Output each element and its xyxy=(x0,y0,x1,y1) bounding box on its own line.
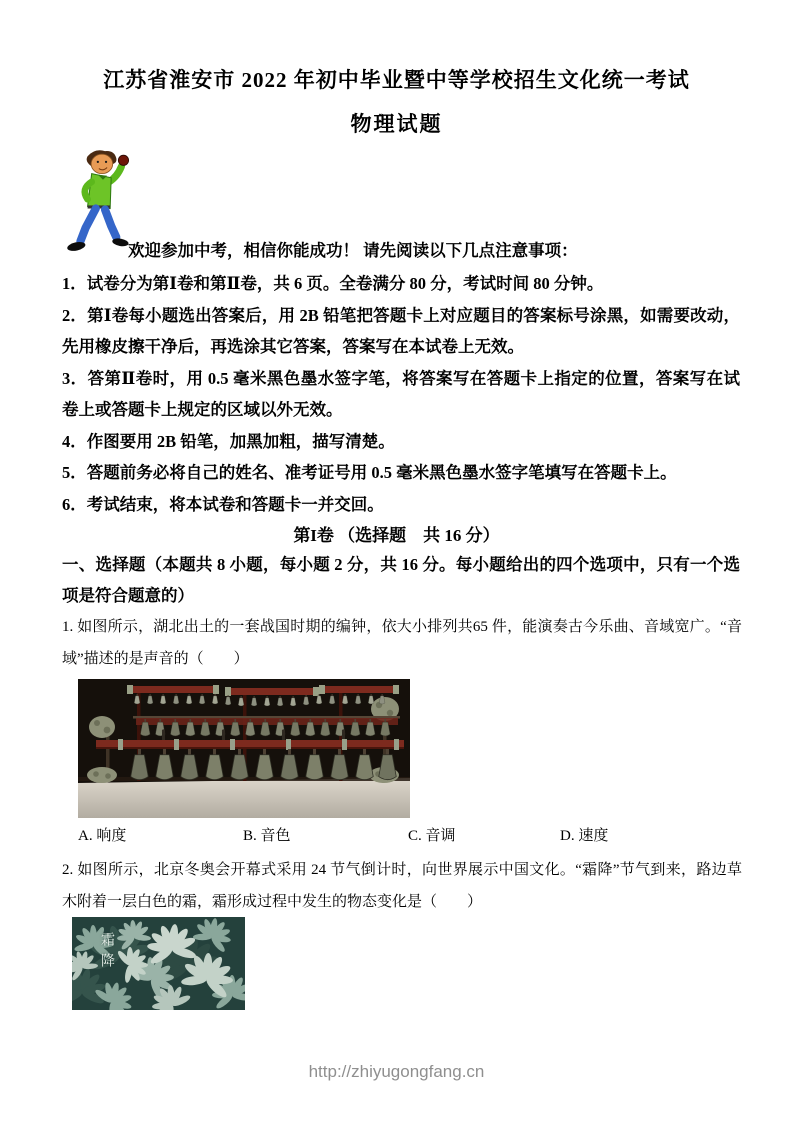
question-1-figure-chime-bells xyxy=(78,679,410,818)
notice-item: 5．答题前务必将自己的姓名、准考证号用 0.5 毫米黑色墨水签字笔填写在答题卡上。 xyxy=(62,463,677,482)
section-title: 第I卷 （选择题 共 16 分） xyxy=(293,526,500,545)
page-title: 江苏省淮安市 2022 年初中毕业暨中等学校招生文化统一考试 xyxy=(103,68,690,92)
notice-item: 2．第Ⅰ卷每小题选出答案后，用 2B 铅笔把答题卡上对应题目的答案标号涂黑，如需要改动，先用橡皮擦干净后，再选涂其它答案，答案写在本试卷上无效。 xyxy=(62,305,740,356)
option-a: A. 响度 xyxy=(78,828,127,844)
welcome-line: 欢迎参加中考，相信你能成功！ 请先阅读以下几点注意事项： xyxy=(128,241,578,260)
notice-item: 4．作图要用 2B 铅笔，加黑加粗，描写清楚。 xyxy=(62,431,395,451)
option-b: B. 音色 xyxy=(243,828,291,844)
notice-item: 6．考试结束，将本试卷和答题卡一并交回。 xyxy=(62,494,384,514)
notice-item: 1．试卷分为第Ⅰ卷和第Ⅱ卷，共 6 页。全卷满分 80 分，考试时间 80 分钟。 xyxy=(62,274,604,293)
option-c: C. 音调 xyxy=(408,828,456,844)
question-2-figure-frost xyxy=(72,917,245,1010)
question-2-text: 2. 如图所示，北京冬奥会开幕式采用 24 节气倒计时，向世界展示中国文化。“霜降”节气到来，路边草木附着一层白色的霜，霜形成过程中发生的物态变化是（ ） xyxy=(62,862,742,910)
page-subtitle: 物理试题 xyxy=(350,112,443,136)
question-1-options xyxy=(78,824,740,845)
option-d: D. 速度 xyxy=(560,828,609,844)
watermark-url: http://zhiyugongfang.cn xyxy=(308,1062,485,1081)
exam-notices xyxy=(62,268,740,520)
section-heading: 一、选择题（本题共 8 小题，每小题 2 分，共 16 分。每小题给出的四个选项中，只有一个选项是符合题意的） xyxy=(62,555,740,605)
question-1-text: 1. 如图所示，湖北出土的一套战国时期的编钟，依大小排列共65 件，能演奏古今乐曲、音域宽广。“音域”描述的是声音的（ ） xyxy=(62,619,742,667)
frost-photo-caption: 霜降 xyxy=(99,932,114,974)
chime-bells-photo xyxy=(78,679,410,818)
notice-item: 3．答第Ⅱ卷时，用 0.5 毫米黑色墨水签字笔，将答案写在答题卡上指定的位置，答案写在试卷上或答题卡上规定的区域以外无效。 xyxy=(62,368,740,419)
